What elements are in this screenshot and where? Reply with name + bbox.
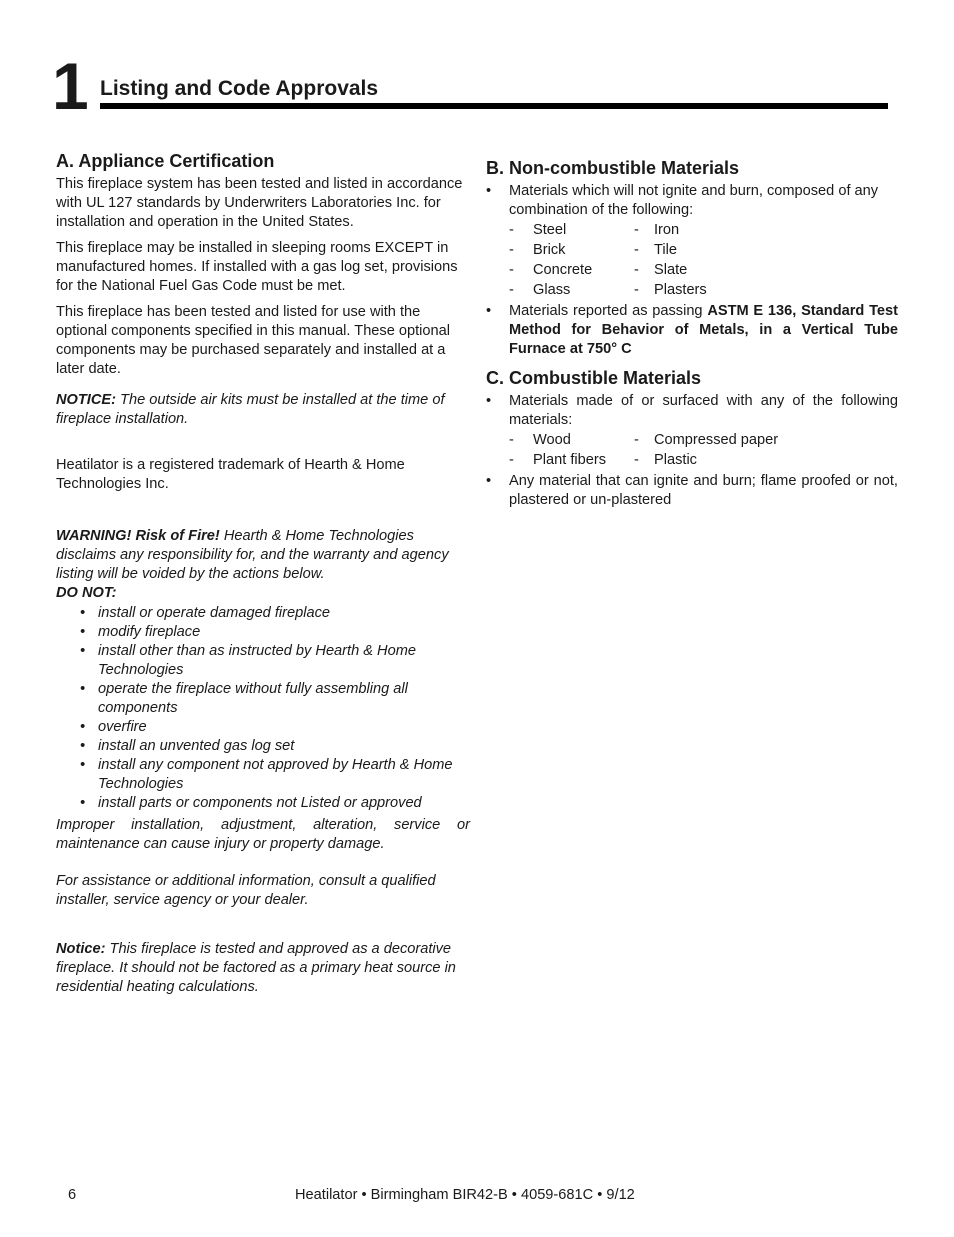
improper-warning: Improper installation, adjustment, alteration, service or maintenance can cause injury or property damage. [56,817,470,852]
decorative-notice [56,940,470,997]
dash: - [634,452,639,468]
left-column [56,150,470,1004]
chapter-number: 1 [52,49,87,123]
warning-list [98,604,470,813]
dash: - [509,262,514,278]
warning-item: • install any component not approved by Hearth & Home Technologies [98,756,470,794]
section-a-heading: A. Appliance Certification [56,151,275,171]
trademark-text: Heatilator is a registered trademark of Hearth & Home Technologies Inc. [56,457,405,492]
dash: - [509,222,514,238]
section-b-heading: B. Non-combustible Materials [486,158,740,178]
material: Concrete [533,262,593,278]
dash: - [509,242,514,258]
section-a-paragraph-1: This fireplace system has been tested and listed in accordance with UL 127 standards by Underwriters Laboratories Inc. for installation and operation in the United States. [56,176,463,230]
warning-item: • install parts or components not Listed or approved [98,794,470,813]
section-a-paragraph-3: This fireplace has been tested and listed for use with the optional components specified in this manual. These optional components may be purchased separately and installed at a later date. [56,304,451,377]
non-combustible-materials-grid [509,220,898,300]
section-b-bullet-1-text: Materials which will not ignite and burn, composed of any combination of the following: [509,183,879,218]
material: Iron [654,222,680,238]
warning-item: • operate the fireplace without fully assembling all components [98,680,470,718]
section-c-bullet-1 [486,392,898,470]
do-not-label: DO NOT: [56,585,117,601]
warning-item: • install or operate damaged fireplace [98,604,470,623]
material: Tile [654,242,677,258]
astm-standard: ASTM E 136, Standard Test Method for Behavior of Metals, in a Vertical Tube Furnace at 750° C [509,303,898,357]
chapter-title: Listing and Code Approvals [100,77,379,100]
right-column [486,157,898,512]
dash: - [509,432,514,448]
section-a-paragraph-2: This fireplace may be installed in sleeping rooms EXCEPT in manufactured homes. If installed with a gas log set, provisions for the National Fuel Gas Code must be met. [56,240,458,294]
title-rule [100,103,888,109]
notice2-label: Notice: [56,941,106,957]
material: Plastic [654,452,697,468]
section-c-bullet-1-text: Materials made of or surfaced with any of the following materials: [509,393,898,428]
dash: - [634,432,639,448]
material: Wood [533,432,571,448]
bullet-glyph: • [486,473,492,489]
assistance-text: For assistance or additional information, consult a qualified installer, service agency or your dealer. [56,873,436,908]
section-b-bullet-1 [486,182,898,300]
notice-text: The outside air kits must be installed at the time of fireplace installation. [56,392,445,427]
section-b-bullet-2 [486,302,898,359]
warning-item: • modify fireplace [98,623,470,642]
bullet-glyph: • [486,303,492,319]
dash: - [634,262,639,278]
material: Steel [533,222,567,238]
warning-intro [56,527,470,584]
material: Glass [533,282,571,298]
combustible-materials-grid [509,430,898,470]
section-b-bullet-2-text: Materials reported as passing [509,303,708,319]
dash: - [509,452,514,468]
warning-item: • overfire [98,718,470,737]
warning-block [56,527,470,910]
notice-label: NOTICE: [56,392,116,408]
warning-item: • install an unvented gas log set [98,737,470,756]
section-c-heading: C. Combustible Materials [486,368,702,388]
dash: - [634,242,639,258]
dash: - [509,282,514,298]
section-c-bullet-2-text: Any material that can ignite and burn; flame proofed or not, plastered or un-plastered [509,473,898,508]
notice2-text: This fireplace is tested and approved as a decorative fireplace. It should not be factored as a primary heat source in residential heating calculations. [56,941,456,995]
dash: - [634,282,639,298]
warning-item: • install other than as instructed by Hearth & Home Technologies [98,642,470,680]
footer-text: Heatilator • Birmingham BIR42-B • 4059-681C • 9/12 [295,1187,635,1203]
warning-label: WARNING! Risk of Fire! [56,528,220,544]
warning-text: Hearth & Home Technologies disclaims any responsibility for, and the warranty and agency listing will be voided by the actions below. [56,528,449,582]
material: Plasters [654,282,707,298]
bullet-glyph: • [486,183,492,199]
page-number: 6 [68,1187,77,1203]
material: Brick [533,242,566,258]
bullet-glyph: • [486,393,492,409]
material: Slate [654,262,688,278]
outside-air-notice [56,391,470,429]
section-c-bullet-2 [486,472,898,510]
material: Compressed paper [654,432,779,448]
material: Plant fibers [533,452,607,468]
dash: - [634,222,639,238]
